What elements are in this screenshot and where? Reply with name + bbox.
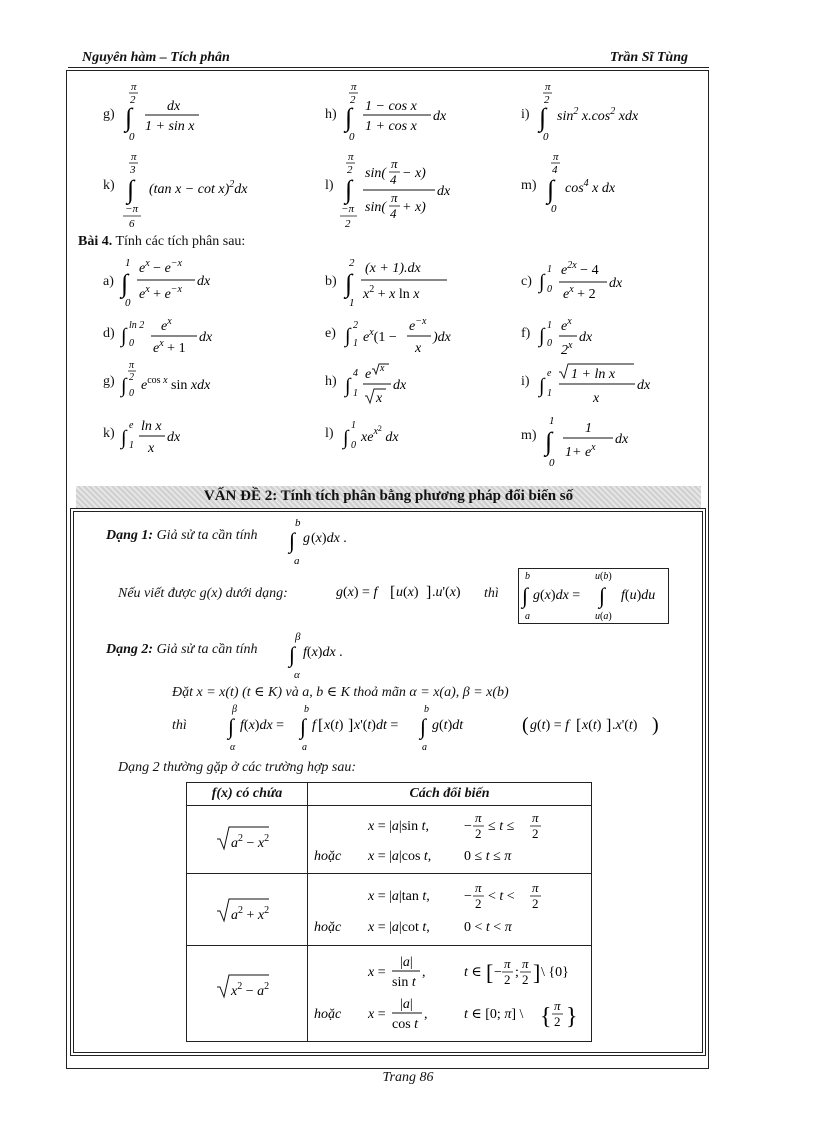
svg-text:g(t) = f: g(t) = f <box>530 718 570 733</box>
svg-text:π: π <box>391 190 398 205</box>
svg-text:a: a <box>302 742 307 753</box>
svg-text:sin(: sin( <box>365 200 386 215</box>
dang1-result-box <box>518 568 669 624</box>
svg-text:∫: ∫ <box>343 427 349 449</box>
svg-text:dx: dx <box>615 432 629 447</box>
svg-text:2: 2 <box>345 218 351 230</box>
svg-text:.x'(t): .x'(t) <box>612 718 638 733</box>
svg-text:2: 2 <box>475 826 482 841</box>
svg-text:2: 2 <box>504 972 511 987</box>
svg-text:0: 0 <box>125 297 131 309</box>
svg-text:0: 0 <box>547 338 552 349</box>
svg-text:∫: ∫ <box>121 427 127 449</box>
integral-k-top-math <box>121 150 271 230</box>
svg-text:−: − <box>494 965 502 980</box>
svg-text:1 + cos x: 1 + cos x <box>365 119 417 134</box>
sub-row3-formulas <box>308 946 591 1036</box>
dang2-line2: Đặt x = x(t) (t ∈ K) và a, b ∈ K thoả mãn α = x(a), β = x(b) <box>172 685 509 700</box>
svg-text:e−x: $e^{-x}$ <box>409 316 427 334</box>
svg-text:π: π <box>554 998 561 1013</box>
svg-text:4: 4 <box>552 164 558 176</box>
svg-text:∫: ∫ <box>522 583 529 608</box>
svg-text:|a|: |a| <box>400 997 413 1012</box>
svg-text:1+ ex: $1+ e^x$ <box>565 442 596 460</box>
integral-e-bai4-math <box>343 314 473 364</box>
svg-text:x: x <box>593 391 600 406</box>
svg-text:x = |a|tan t,: x = |a|tan t, <box>368 889 430 904</box>
svg-text:2: 2 <box>532 896 539 911</box>
svg-text:f(x)dx .: f(x)dx . <box>303 645 343 660</box>
integral-g-bai4-math <box>119 360 259 410</box>
svg-text:e: e <box>547 368 552 379</box>
svg-text:[: [ <box>390 584 396 601</box>
exercise-e-bai4: e) ∫ 2 1 $e^x(1$ − $e^{-x}$ x )dx <box>325 314 475 364</box>
svg-text:0: 0 <box>547 284 552 295</box>
svg-text:3: 3 <box>130 164 136 176</box>
svg-text:4: 4 <box>390 206 397 221</box>
svg-text:β: β <box>232 704 237 715</box>
integral-h-bai4-math <box>343 360 473 410</box>
svg-text:]: ] <box>533 960 541 985</box>
svg-text:1 + ln x: 1 + ln x <box>571 367 616 382</box>
svg-text:t ∈ [0; π] \: t ∈ [0; π] \ <box>464 1007 524 1022</box>
svg-text:0 ≤ t ≤ π: 0 ≤ t ≤ π <box>464 849 512 864</box>
dang1-line2: Nếu viết được g(x) dưới dạng: <box>118 586 288 601</box>
exercise-h-bai4: h) ∫ 4 1 e x x dx <box>325 360 475 410</box>
svg-text:2: 2 <box>350 94 356 106</box>
svg-text:2: 2 <box>544 94 550 106</box>
integral-l-top-math <box>339 150 473 230</box>
integral-c-bai4-math <box>537 254 667 310</box>
svg-text:≤ t ≤: ≤ t ≤ <box>488 819 515 834</box>
svg-text:4: 4 <box>353 368 358 379</box>
section-banner <box>76 486 701 508</box>
svg-text:;: ; <box>515 965 519 980</box>
svg-text:g: g <box>303 531 310 546</box>
bai4-title: Bài 4. <box>78 234 113 249</box>
svg-text:π: π <box>131 151 137 163</box>
svg-text:u(b): u(b) <box>595 571 612 582</box>
svg-text:∫: ∫ <box>125 103 133 132</box>
svg-text:ex + 1: $e^x + 1$ <box>153 338 186 356</box>
svg-text:b: b <box>424 704 429 715</box>
svg-text:(x + 1).dx: (x + 1).dx <box>365 261 421 276</box>
svg-text:π: π <box>553 151 559 163</box>
header-rule <box>68 67 709 68</box>
header-right: Trần Sĩ Tùng <box>609 50 688 65</box>
dang2-formula <box>222 700 672 756</box>
sqrt-a2-plus-x2 <box>187 875 307 939</box>
svg-text:): ) <box>652 714 659 736</box>
dang1-line1 <box>106 528 258 544</box>
svg-text:π: π <box>348 151 354 163</box>
svg-text:x =: x = <box>368 965 386 980</box>
svg-text:[: [ <box>576 717 582 734</box>
dang2-text: Giả sử ta cần tính <box>156 642 258 657</box>
header-left: Nguyên hàm – Tích phân <box>82 50 230 65</box>
svg-text:1: 1 <box>549 415 555 427</box>
svg-text:∫: ∫ <box>420 714 427 739</box>
svg-text:x = |a|sin t,: x = |a|sin t, <box>368 819 429 834</box>
svg-text:α: α <box>230 742 236 753</box>
integral-k-bai4-math <box>119 414 249 464</box>
svg-text:1: 1 <box>125 257 131 269</box>
svg-text:1: 1 <box>547 264 552 275</box>
svg-text:β: β <box>295 631 301 643</box>
svg-text:dx: dx <box>167 99 181 114</box>
dang2-note: Dạng 2 thường gặp ở các trường hợp sau: <box>118 760 357 775</box>
svg-text:sin t: sin t <box>392 975 416 990</box>
svg-text:∫: ∫ <box>228 714 235 739</box>
dang2-line1 <box>106 642 258 658</box>
svg-text:∫: ∫ <box>289 528 296 553</box>
svg-text:−: − <box>464 889 472 904</box>
svg-text:∫: ∫ <box>300 714 307 739</box>
svg-text:α: α <box>294 669 300 681</box>
svg-text:hoặc: hoặc <box>314 920 342 935</box>
svg-text:− x): − x) <box>402 166 426 181</box>
svg-text:∫: ∫ <box>345 375 351 397</box>
svg-text:.u'(x): .u'(x) <box>432 585 461 600</box>
svg-text:π: π <box>545 81 551 93</box>
svg-text:x'(t)dt =: x'(t)dt = <box>354 718 399 733</box>
svg-text:0: 0 <box>129 388 134 399</box>
svg-text:(tan x − cot x)2dx: (tan x − cot x)$^2$dx <box>149 179 248 197</box>
exercise-i-top: i) π 2 ∫ 0 $\sin^2 x.\cos^2$ xdx <box>521 80 671 144</box>
svg-text:x: x <box>148 441 155 456</box>
svg-text:cos t: cos t <box>392 1017 419 1032</box>
svg-text:ex + e−x: $e^x + e^{-x}$ <box>139 284 182 302</box>
svg-text:dx: dx <box>609 276 623 291</box>
svg-text:dx: dx <box>433 109 447 124</box>
svg-text:x: x <box>415 341 422 356</box>
table-cell-contains <box>187 806 308 874</box>
dang1-text: Giả sử ta cần tính <box>156 528 258 543</box>
svg-text:sin(: sin( <box>365 166 386 181</box>
svg-text:∫: ∫ <box>547 175 555 204</box>
svg-text:π: π <box>532 880 539 895</box>
svg-text:x = |a|cos t,: x = |a|cos t, <box>368 849 432 864</box>
svg-text:∫: ∫ <box>121 269 129 298</box>
integral-g-top-math <box>123 80 233 144</box>
svg-text:−: − <box>464 819 472 834</box>
dang2-then: thì <box>172 718 187 733</box>
integral-l-bai4-math <box>341 414 471 464</box>
svg-text:∫: ∫ <box>539 375 545 397</box>
svg-text:4: 4 <box>390 172 397 187</box>
svg-text:< t <: < t < <box>488 889 515 904</box>
svg-text:dx: dx <box>167 430 181 445</box>
svg-text:π: π <box>475 880 482 895</box>
dang1-integral <box>287 514 367 570</box>
table-cell-contains <box>187 874 308 946</box>
exercise-d-bai4: d) ∫ ln 2 0 $e^x$ $e^x + 1$ dx <box>103 314 253 364</box>
svg-text:∫: ∫ <box>545 427 553 456</box>
svg-text:∫: ∫ <box>539 271 545 293</box>
integral-b-bai4-math <box>343 254 473 310</box>
svg-text:a2 + x2: $a^2 + x^2$ <box>231 905 270 923</box>
svg-text:x(t): x(t) <box>582 718 602 733</box>
bai4-instruction: Tính các tích phân sau: <box>115 234 246 249</box>
svg-text:ex: $e^x$ <box>561 316 572 334</box>
table-header-contains: f(x) có chứa <box>187 783 308 806</box>
sub-row1-formulas <box>308 806 591 868</box>
svg-text:0: 0 <box>129 338 134 349</box>
exercise-m-bai4: m) 1 ∫ 0 1 $1+ e^x$ dx <box>521 414 671 470</box>
svg-text:1: 1 <box>351 420 356 431</box>
svg-text:hoặc: hoặc <box>314 849 342 864</box>
svg-text:1: 1 <box>547 388 552 399</box>
exercise-a-bai4: a) 1 ∫ 0 $e^x - e^{-x}$ $e^x + e^{-x}$ dx <box>103 254 253 310</box>
svg-text:2: 2 <box>532 826 539 841</box>
integral-i-top-math <box>537 80 667 144</box>
svg-text:1 + sin x: 1 + sin x <box>145 119 195 134</box>
exercise-l-top: l) π 2 ∫ −π 2 sin( π 4 − x) sin( π 4 + x) dx <box>325 150 475 230</box>
table-header-row <box>187 783 592 806</box>
svg-text:e: e <box>129 420 134 431</box>
svg-text:1: 1 <box>353 388 358 399</box>
svg-text:π: π <box>504 956 511 971</box>
dang1-form <box>332 578 482 604</box>
svg-text:]: ] <box>606 717 612 734</box>
svg-text:xex2 dx: $xe^{x2}$ dx <box>361 424 399 445</box>
svg-text:b: b <box>525 571 530 582</box>
svg-text:(x)dx .: (x)dx . <box>311 531 347 546</box>
dang1-then: thì <box>484 586 499 601</box>
svg-text:1: 1 <box>353 338 358 349</box>
svg-text:g(t)dt: g(t)dt <box>432 718 464 733</box>
svg-text:dx: dx <box>579 330 593 345</box>
svg-text:]: ] <box>348 717 354 734</box>
exercise-i-bai4: i) ∫ e 1 1 + ln x x dx <box>521 360 671 410</box>
footer-rule <box>68 1068 709 1069</box>
svg-text:1: 1 <box>349 297 355 309</box>
svg-text:0: 0 <box>551 203 557 215</box>
sqrt-x2-minus-a2 <box>187 947 307 1035</box>
integral-m-top-math <box>545 150 645 230</box>
svg-text:dx: dx <box>437 184 451 199</box>
svg-text:dx: dx <box>199 330 213 345</box>
svg-text:dx: dx <box>637 378 651 393</box>
table-cell-substitution <box>308 946 592 1042</box>
svg-text:x = |a|cot t,: x = |a|cot t, <box>368 920 430 935</box>
svg-text:]: ] <box>426 584 432 601</box>
svg-text:2: 2 <box>475 896 482 911</box>
sub-row2-formulas <box>308 874 591 940</box>
svg-text:∫: ∫ <box>345 103 353 132</box>
exercise-l-bai4: l) ∫ 1 0 $xe^{x2}$ dx <box>325 414 475 464</box>
svg-text:,: , <box>422 965 426 980</box>
svg-text:π: π <box>522 956 529 971</box>
svg-text:2x: 2$^x$ <box>561 340 573 358</box>
integral-m-bai4-math <box>543 414 663 470</box>
svg-text:sin2 x.cos2 xdx: $\sin^2 x.\cos^2$ xdx <box>557 106 639 124</box>
svg-text:0: 0 <box>543 131 549 143</box>
dang1-result-formula <box>519 569 669 623</box>
svg-text:π: π <box>475 810 482 825</box>
svg-text:ex: $e^x$ <box>161 316 172 334</box>
svg-text:x2 + x ln x: $x^2 + x$ ln x <box>363 284 420 302</box>
svg-text:x: x <box>380 363 385 374</box>
exercise-c-bai4: c) ∫ 1 0 $e^{2x} - 4$ $e^x + 2$ dx <box>521 254 671 310</box>
svg-text:∫: ∫ <box>345 175 353 204</box>
integral-f-bai4-math <box>537 314 647 364</box>
svg-text:π: π <box>131 81 137 93</box>
svg-text:1: 1 <box>129 440 134 451</box>
svg-text:f(x)dx =: f(x)dx = <box>240 718 285 733</box>
integral-d-bai4-math <box>119 314 249 364</box>
svg-text:π: π <box>351 81 357 93</box>
svg-text:ex(1 −: $e^x(1$ − <box>363 327 397 345</box>
svg-text:b: b <box>295 517 301 529</box>
svg-text:1: 1 <box>585 421 592 436</box>
svg-text:ecos x sin xdx: $e^{cos}$ x sin xdx <box>141 375 211 393</box>
svg-text:6: 6 <box>129 218 135 230</box>
svg-text:b: b <box>304 704 309 715</box>
sqrt-a2-minus-x2 <box>187 807 307 867</box>
bai4-heading <box>78 234 245 250</box>
table-header-substitution: Cách đổi biến <box>308 783 592 806</box>
svg-text:∫: ∫ <box>121 325 127 347</box>
exercise-b-bai4: b) 2 ∫ 1 (x + 1).dx $x^2 + x$ ln x <box>325 254 475 310</box>
svg-text:+ x): + x) <box>402 200 426 215</box>
svg-text:π: π <box>391 156 398 171</box>
svg-text:x(t): x(t) <box>324 718 344 733</box>
svg-text:∫: ∫ <box>539 325 545 347</box>
integral-a-bai4-math <box>119 254 249 310</box>
svg-text:∫: ∫ <box>345 325 351 347</box>
svg-text:|a|: |a| <box>400 955 413 970</box>
svg-text:ln x: ln x <box>141 419 162 434</box>
svg-text:1 − cos x: 1 − cos x <box>365 99 417 114</box>
svg-text:2: 2 <box>353 320 358 331</box>
svg-text:dx: dx <box>197 274 211 289</box>
svg-text:dx: dx <box>393 378 407 393</box>
svg-text:x2 − a2: $x^2 - a^2$ <box>231 981 270 999</box>
svg-text:0: 0 <box>349 131 355 143</box>
svg-text:−π: −π <box>341 203 354 215</box>
svg-text:2: 2 <box>522 972 529 987</box>
svg-text:∫: ∫ <box>289 642 296 667</box>
svg-text:}: } <box>566 1004 578 1030</box>
svg-text:[: [ <box>486 960 494 985</box>
dang2-integral <box>287 628 377 684</box>
svg-text:u(x): u(x) <box>396 585 419 600</box>
svg-text:π: π <box>129 360 135 371</box>
svg-text:a: a <box>525 611 530 622</box>
svg-text:∫: ∫ <box>127 175 135 204</box>
svg-text:2: 2 <box>349 257 355 269</box>
svg-text:hoặc: hoặc <box>314 1007 342 1022</box>
svg-text:(: ( <box>522 714 529 736</box>
svg-text:0: 0 <box>129 131 135 143</box>
svg-text:g(x) = f: g(x) = f <box>336 585 378 600</box>
section-title: VẤN ĐỀ 2: Tính tích phân bằng phương pháp đổi biến số <box>203 488 574 504</box>
svg-text:∫: ∫ <box>539 103 547 132</box>
svg-text:ex + 2: $e^x + 2$ <box>563 284 596 302</box>
exercise-g-bai4: g) ∫ π 2 0 $e^{cos}$ x sin xdx <box>103 360 263 410</box>
svg-text:ex − e−x: $e^x - e^{-x}$ <box>139 258 182 276</box>
svg-text:1: 1 <box>547 320 552 331</box>
svg-text:f: f <box>312 718 316 733</box>
svg-text:cos4 x dx: $\cos^4 x$ dx <box>565 178 616 196</box>
svg-text:2: 2 <box>130 94 136 106</box>
svg-text:2: 2 <box>129 372 134 383</box>
exercise-m-top: m) π 4 ∫ 0 $\cos^4 x$ dx <box>521 150 641 230</box>
svg-text:π: π <box>532 810 539 825</box>
svg-text:∫: ∫ <box>345 269 353 298</box>
exercise-k-top: k) π 3 ∫ −π 6 (tan x − cot x)$^2$dx <box>103 150 273 230</box>
svg-text:2: 2 <box>554 1014 561 1029</box>
svg-text:[: [ <box>318 717 324 734</box>
svg-text:e: e <box>365 367 372 382</box>
svg-text:ln 2: ln 2 <box>129 320 145 331</box>
exercise-h-top: h) π 2 ∫ 0 1 − cos x 1 + cos x dx <box>325 80 465 144</box>
svg-text:0: 0 <box>549 457 555 469</box>
svg-text:t ∈: t ∈ <box>464 965 482 980</box>
svg-text:a: a <box>422 742 427 753</box>
dang1-label: Dạng 1: <box>106 528 154 543</box>
svg-text:2: 2 <box>347 164 353 176</box>
svg-text:x: x <box>376 391 383 406</box>
table-cell-substitution <box>308 874 592 946</box>
svg-text:e2x − 4: $e^{2x} - 4$ <box>561 260 599 278</box>
table-cell-contains <box>187 946 308 1042</box>
integral-i-bai4-math <box>537 360 667 410</box>
dang2-label: Dạng 2: <box>106 642 154 657</box>
substitution-table <box>186 782 592 1042</box>
table-row <box>187 806 592 874</box>
svg-text:0: 0 <box>351 440 356 451</box>
svg-text:a: a <box>294 555 300 567</box>
integral-h-top-math <box>343 80 463 144</box>
svg-text:∫: ∫ <box>599 583 606 608</box>
svg-text:x =: x = <box>368 1007 386 1022</box>
svg-text:0 < t < π: 0 < t < π <box>464 920 512 935</box>
table-cell-substitution <box>308 806 592 874</box>
exercise-k-bai4: k) ∫ e 1 ln x x dx <box>103 414 253 464</box>
svg-text:\ {0}: \ {0} <box>541 965 569 980</box>
exercise-f-bai4: f) ∫ 1 0 $e^x$ 2$^x$ dx <box>521 314 651 364</box>
svg-text:,: , <box>424 1007 428 1022</box>
svg-text:f(u)du: f(u)du <box>621 588 656 603</box>
svg-text:)dx: )dx <box>433 330 451 345</box>
table-row <box>187 946 592 1042</box>
svg-text:{: { <box>540 1004 552 1030</box>
svg-text:−π: −π <box>125 203 138 215</box>
page-number: Trang 86 <box>382 1070 434 1085</box>
svg-text:∫: ∫ <box>121 375 127 397</box>
svg-text:u(a): u(a) <box>595 611 612 622</box>
table-row <box>187 874 592 946</box>
svg-text:g(x)dx =: g(x)dx = <box>533 588 581 603</box>
svg-text:a2 − x2: $a^2 - x^2$ <box>231 833 270 851</box>
exercise-g-top: g) π 2 ∫ 0 dx 1 + sin x <box>103 80 223 144</box>
